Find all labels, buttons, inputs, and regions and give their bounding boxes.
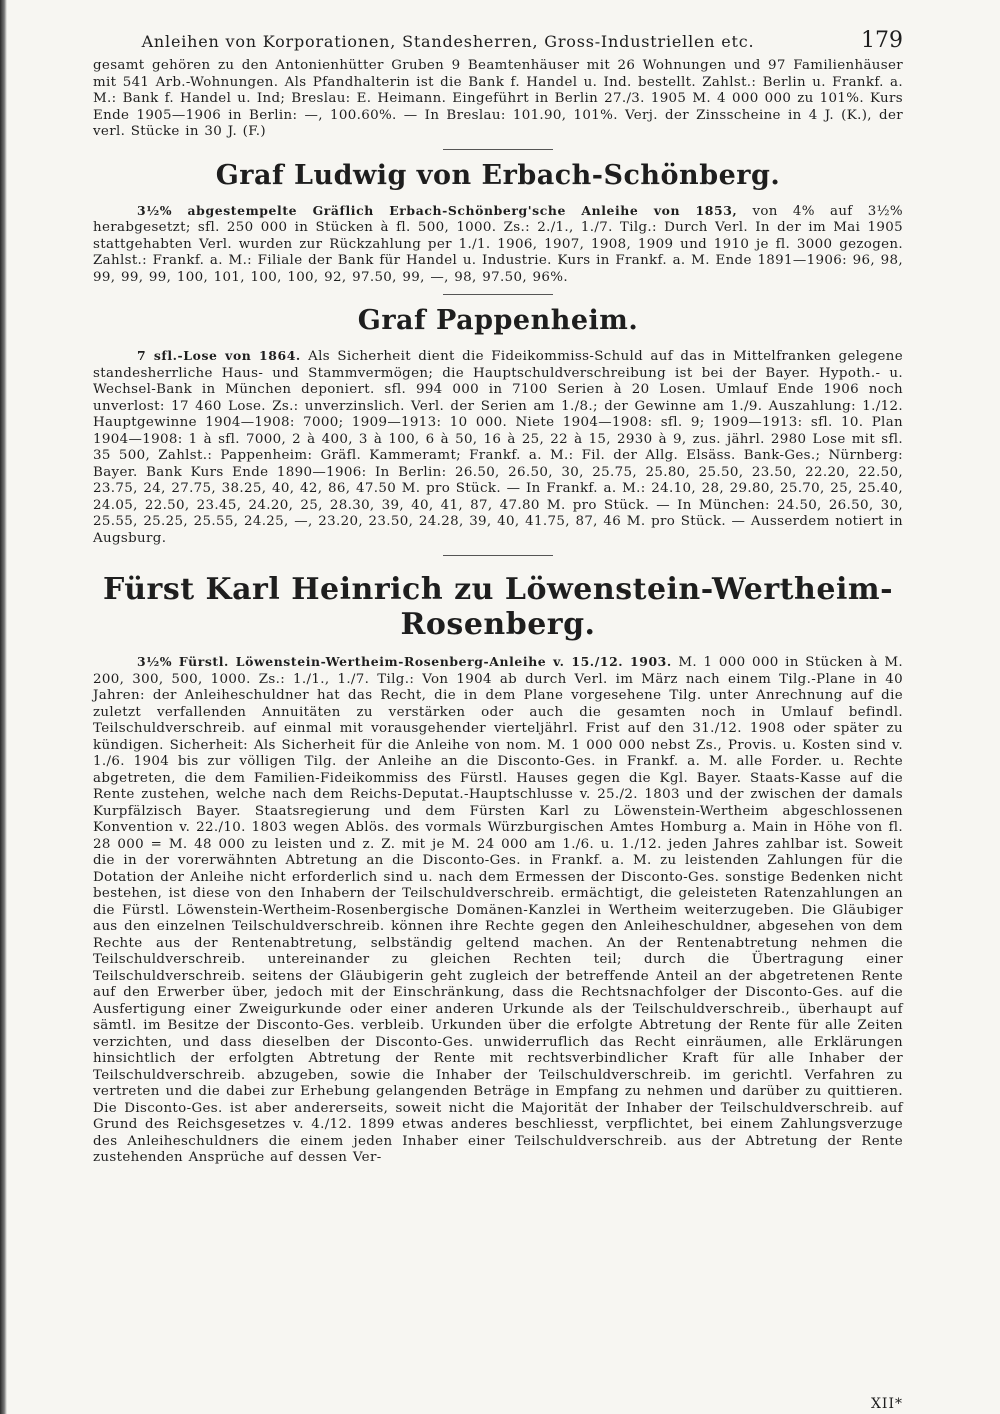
section-lead: 3½% abgestempelte Gräflich Erbach-Schönberg'sche Anleihe von 1853, bbox=[137, 202, 738, 218]
section-title: Fürst Karl Heinrich zu Löwenstein-Wertheim-Rosenberg. bbox=[102, 572, 894, 642]
document-page bbox=[93, 28, 904, 1412]
section-title: Graf Pappenheim. bbox=[357, 305, 639, 336]
page-edge-shadow bbox=[0, 0, 7, 1414]
section-loewenstein bbox=[93, 572, 903, 1167]
section-title: Graf Ludwig von Erbach-Schönberg. bbox=[215, 159, 781, 191]
intro-paragraph bbox=[93, 58, 903, 141]
section-divider bbox=[443, 555, 553, 556]
section-text: von 4% auf 3½% herabgesetzt; sfl. 250 000 in Stücken à fl. 500, 1000. Zs.: 2./1., 1./7. Tilg.: Durch Verl. In der im Mai 1905 stattgehabten Verl. wurden zur Rückzahlung per 1./1. 1906, 1907, 1908, 1909 und 1910 je fl. 3000 gezogen. Zahlst.: Frankf. a. M.: Filiale der Bank für Handel u. Industrie. Kurs in Frankf. a. M. Ende 1891—1906: 96, 98, 99, 99, 99, 100, 101, 100, 100, 92, 97.50, 99, —, 98, 97.50, 96%. bbox=[93, 203, 904, 285]
section-divider bbox=[443, 294, 553, 295]
section-body bbox=[93, 348, 903, 547]
running-head bbox=[93, 28, 903, 58]
section-text: Als Sicherheit dient die Fideikommiss-Schuld auf das in Mittelfranken gelegene standesherrliche Haus- und Stammvermögen; die Hauptschuldverschreibung ist bei der Bayer. Hypoth.- u. Wechsel-Bank in München deponiert. sfl. 994 000 in 7100 Serien à 20 Losen. Umlauf Ende 1906 noch unverlost: 17 460 Lose. Zs.: unverzinslich. Verl. der Serien am 1./8.; der Gewinne am 1./9. Auszahlung: 1./12. Hauptgewinne 1904—1908: 7000; 1909—1913: 10 000. Niete 1904—1908: sfl. 9; 1909—1913: sfl. 10. Plan 1904—1908: 1 à sfl. 7000, 2 à 400, 3 à 100, 6 à 50, 16 à 25, 22 à 15, 2930 à 9, zus. jährl. 2980 Lose mit sfl. 35 500, Zahlst.: Pappenheim: Gräfl. Kammeramt; Frankf. a. M.: Fil. der Allg. Elsäss. Bank-Ges.; Nürnberg: Bayer. Bank Kurs Ende 1890—1906: In Berlin: 26.50, 26.50, 30, 25.75, 25.80, 25.50, 23.50, 22.20, 22.50, 23.75, 24, 27.75, 38.25, 40, 42, 86, 47.50 M. pro Stück. — In Frankf. a. M.: 24.10, 28, 29.80, 25.70, 25, 25.40, 24.05, 22.50, 23.45, 24.20, 25, 28.30, 39, 40, 41, 87, 47.80 M. pro Stück. — In München: 24.50, 26.50, 30, 25.55, 25.25, 25.55, 24.25, —, 23.20, 23.50, 24.28, 39, 40, 41.75, 87, 46 M. pro Stück. — Ausserdem notiert in Augsburg. bbox=[93, 349, 903, 546]
section-lead: 7 sfl.-Lose von 1864. bbox=[137, 348, 301, 363]
page-number: 179 bbox=[861, 28, 903, 53]
section-body bbox=[93, 654, 903, 1167]
section-body bbox=[93, 203, 903, 287]
running-title: Anleihen von Korporationen, Standesherren, Gross-Industriellen etc. bbox=[141, 32, 755, 51]
section-erbach-schoenberg bbox=[93, 160, 903, 287]
section-divider bbox=[443, 149, 553, 150]
intro-text: gesamt gehören zu den Antonienhütter Gruben 9 Beamtenhäuser mit 26 Wohnungen und 97 Familienhäuser mit 541 Arb.-Wohnungen. Als Pfandhalterin ist die Bank f. Handel u. Ind. bestellt. Zahlst.: Berlin u. Frankf. a. M.: Bank f. Handel u. Ind; Breslau: E. Heimann. Eingeführt in Berlin 27./3. 1905 M. 4 000 000 zu 101%. Kurs Ende 1905—1906 in Berlin: —, 100.60%. — In Breslau: 101.90, 101%. Verj. der Zinsscheine in 4 J. (K.), der verl. Stücke in 30 J. (F.) bbox=[93, 58, 903, 139]
section-pappenheim bbox=[93, 305, 903, 547]
section-lead: 3½% Fürstl. Löwenstein-Wertheim-Rosenberg-Anleihe v. 15./12. 1903. bbox=[137, 654, 672, 669]
sheet-signature: XII* bbox=[870, 1396, 903, 1412]
section-text: M. 1 000 000 in Stücken à M. 200, 300, 500, 1000. Zs.: 1./1., 1./7. Tilg.: Von 1904 ab durch Verl. im März nach einem Tilg.-Plane in 40 Jahren: der Anleiheschuldner hat das Recht, die in dem Plane vorgesehene Tilg. unter Anrechnung auf die zuletzt verfallenden Annuitäten zu verstärken oder auch die gesamten noch in Umlauf befindl. Teilschuldverschreib. auf einmal mit vorausgehender vierteljährl. Frist auf den 31./12. 1908 oder später zu kündigen. Sicherheit: Als Sicherheit für die Anleihe von nom. M. 1 000 000 nebst Zs., Provis. u. Kosten sind v. 1./6. 1904 bis zur völligen Tilg. der Anleihe an die Disconto-Ges. in Frankf. a. M. alle Forder. u. Rechte abgetreten, die dem Familien-Fideikommiss des Fürstl. Hauses gegen die Kgl. Bayer. Staats-Kasse auf die Rente zustehen, welche nach dem Reichs-Deputat.-Hauptschlusse v. 25./2. 1803 und der zwischen der damals Kurpfälzisch Bayer. Staatsregierung und dem Fürsten Karl zu Löwenstein-Wertheim abgeschlossenen Konvention v. 22./10. 1803 wegen Ablös. des vormals Würzburgischen Amtes Homburg a. Main in Höhe von fl. 28 000 = M. 48 000 zu leisten und z. Z. mit je M. 24 000 am 1./6. u. 1./12. jeden Jahres zahlbar ist. Soweit die in der vorerwähnten Abtretung an die Disconto-Ges. in Frankf. a. M. zu leistenden Zahlungen für die Dotation der Anleihe nicht erforderlich sind u. nach dem Ermessen der Disconto-Ges. sonstige Bedenken nicht bestehen, ist diese von den Inhabern der Teilschuldverschreib. ermächtigt, die geleisteten Ratenzahlungen an die Fürstl. Löwenstein-Wertheim-Rosenbergische Domänen-Kanzlei in Wertheim weiterzugeben. Die Gläubiger aus den einzelnen Teilschuldverschreib. können ihre Rechte gegen den Anleiheschuldner, abgesehen von dem Rechte aus der Rentenabtretung, selbständig geltend machen. An der Rentenabtretung nehmen die Teilschuldverschreib. untereinander zu gleichen Rechten teil; durch die Übertragung einer Teilschuldverschreib. seitens der Gläubigerin geht zugleich der betreffende Anteil an der abgetretenen Rente auf den Erwerber über, jedoch mit der Einschränkung, dass die Rechtsnachfolger der Disconto-Ges. auf die Ausfertigung einer Zweigurkunde oder einer anderen Urkunde als der Teilschuldverschreib., überhaupt auf sämtl. im Besitze der Disconto-Ges. verbleib. Urkunden über die erfolgte Abtretung der Rente für alle Zeiten verzichten, und dass dieselben der Disconto-Ges. unwiderruflich das Recht einräumen, alle Erklärungen hinsichtlich der erfolgten Abtretung der Rente mit rechtsverbindlicher Kraft für alle Inhaber der Teilschuldverschreib. abzugeben, sowie die Inhaber der Teilschuldverschreib. im gerichtl. Verfahren zu vertreten und die dabei zur Erhebung gelangenden Beträge in Empfang zu nehmen und darüber zu quittieren. Die Disconto-Ges. ist aber andererseits, soweit nicht die Majorität der Inhaber der Teilschuldverschreib. auf Grund des Reichsgesetzes v. 4./12. 1899 etwas anderes beschliesst, verpflichtet, bei einem Zahlungsverzuge des Anleiheschuldners die einem jeden Inhaber einer Teilschuldverschreib. aus der Abtretung der Rente zustehenden Ansprüche auf dessen Ver- bbox=[93, 655, 904, 1165]
